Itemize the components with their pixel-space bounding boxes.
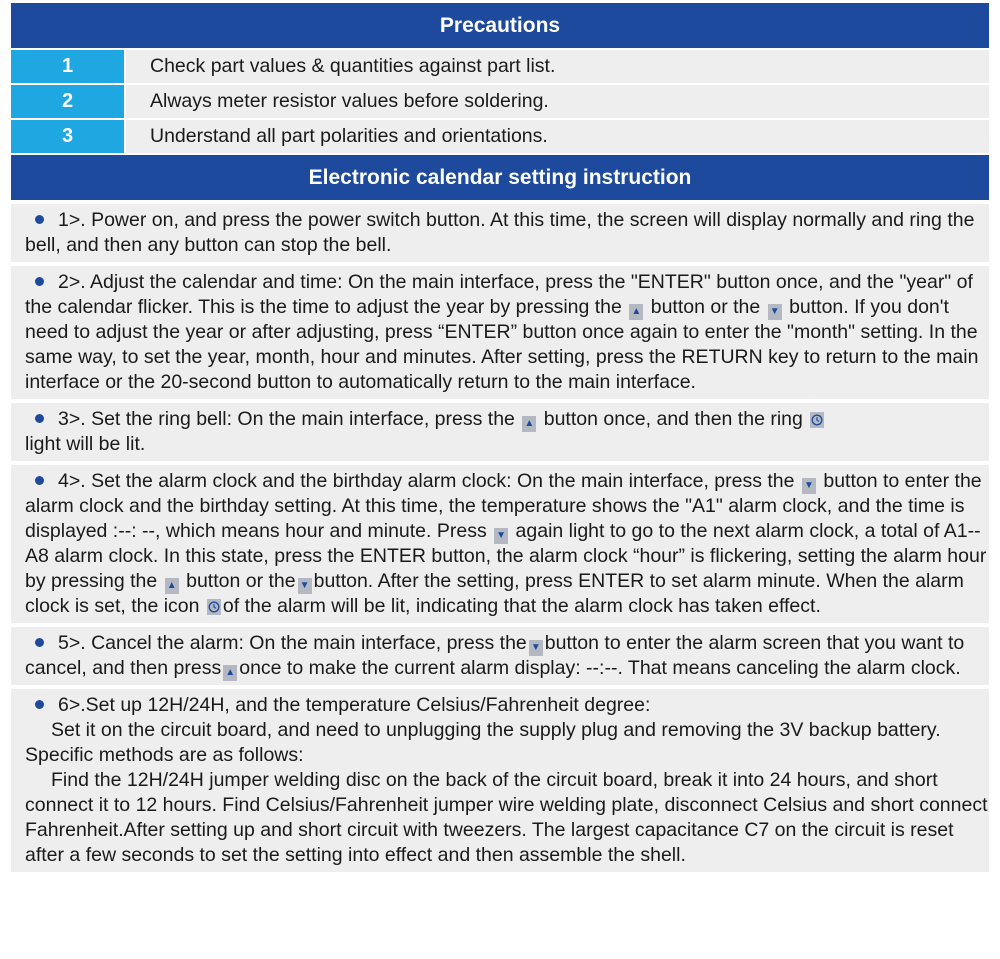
precaution-number: 1 xyxy=(11,50,124,83)
step-text: button to enter the alarm screen that you want to cancel, and then press xyxy=(25,632,965,679)
precaution-text: Always meter resistor values before soldering. xyxy=(126,85,989,118)
step-text: of the alarm will be lit, indicating that the alarm clock has taken effect. xyxy=(222,595,821,617)
step-text: Set it on the circuit board, and need to unplugging the supply plug and removing the 3V backup battery. Specific methods are as follows: xyxy=(25,719,941,766)
step-text: button once, and then the ring xyxy=(543,408,803,430)
step-text: 4>. Set the alarm clock and the birthday alarm clock: On the main interface, press the xyxy=(58,470,795,492)
instructions-header xyxy=(11,155,989,200)
down-triangle-icon: ▼ xyxy=(298,578,312,594)
step-text: 5>. Cancel the alarm: On the main interface, press the xyxy=(58,632,527,654)
document xyxy=(11,3,989,872)
precaution-text: Check part values & quantities against part list. xyxy=(126,50,989,83)
down-triangle-icon: ▼ xyxy=(802,478,816,494)
precaution-number: 2 xyxy=(11,85,124,118)
instruction-step-6 xyxy=(11,689,989,872)
bullet-icon xyxy=(35,476,44,485)
precaution-text: Understand all part polarities and orientations. xyxy=(126,120,989,153)
instruction-step-1 xyxy=(11,204,989,262)
up-triangle-icon: ▲ xyxy=(522,416,536,432)
up-triangle-icon: ▲ xyxy=(165,578,179,594)
bullet-icon xyxy=(35,700,44,709)
step-text: Find the 12H/24H jumper welding disc on the back of the circuit board, break it into 24 hours, and short connect it to 12 hours. Find Celsius/Fahrenheit jumper wire welding plate, disconnect Celsius and short connect Fahrenheit.After setting up and short circuit with tweezers. The largest capacitance C7 on the circuit is reset after a few seconds to set the setting into effect and then assemble the shell. xyxy=(25,769,988,866)
step-text: 1>. Power on, and press the power switch button. At this time, the screen will display normally and ring the bell, and then any button can stop the bell. xyxy=(25,209,975,256)
step-text: button to enter the alarm clock and the birthday setting. At this time, the temperature shows the "A1" alarm clock, and the time is displayed :--: --, which means hour and minute. Press xyxy=(25,470,982,542)
precaution-row xyxy=(11,85,989,118)
step-text: button. After the setting, press ENTER to set alarm minute. When the alarm clock is set, the icon xyxy=(25,570,964,617)
instruction-step-2 xyxy=(11,266,989,399)
bullet-icon xyxy=(35,414,44,423)
precaution-row xyxy=(11,50,989,83)
step-text: light will be lit. xyxy=(25,433,146,455)
up-triangle-icon: ▲ xyxy=(223,665,237,681)
precaution-row xyxy=(11,120,989,153)
step-text: once to make the current alarm display: --:--. That means canceling the alarm clock. xyxy=(239,657,961,679)
clock-icon xyxy=(810,412,824,428)
precautions-header xyxy=(11,3,989,48)
step-text: 3>. Set the ring bell: On the main interface, press the xyxy=(58,408,515,430)
step-text: button or the xyxy=(650,296,761,318)
step-text: button. If you don't need to adjust the year or after adjusting, press “ENTER” button once again to enter the "month" setting. In the same way, to set the year, month, hour and minutes. After setting, press the RETURN key to return to the main interface or the 20-second button to automatically return to the main interface. xyxy=(25,296,979,393)
clock-icon xyxy=(207,599,221,615)
step-text: 6>.Set up 12H/24H, and the temperature Celsius/Fahrenheit degree: xyxy=(58,694,651,716)
step-text: 2>. Adjust the calendar and time: On the main interface, press the "ENTER" button once, and the "year" of the calendar flicker. This is the time to adjust the year by pressing the xyxy=(25,271,973,318)
instruction-step-5 xyxy=(11,627,989,685)
down-triangle-icon: ▼ xyxy=(768,304,782,320)
up-triangle-icon: ▲ xyxy=(629,304,643,320)
step-text: again light to go to the next alarm clock, a total of A1-- A8 alarm clock. In this state, press the ENTER button, the alarm clock “hour” is flickering, setting the alarm hour by pressing the xyxy=(25,520,987,592)
down-triangle-icon: ▼ xyxy=(529,640,543,656)
bullet-icon xyxy=(35,215,44,224)
instructions-title: Electronic calendar setting instruction xyxy=(308,165,692,189)
bullet-icon xyxy=(35,277,44,286)
instruction-step-3 xyxy=(11,403,989,461)
precaution-number: 3 xyxy=(11,120,124,153)
bullet-icon xyxy=(35,638,44,647)
down-triangle-icon: ▼ xyxy=(494,528,508,544)
instruction-step-4 xyxy=(11,465,989,623)
step-text: button or the xyxy=(186,570,296,592)
precautions-title: Precautions xyxy=(439,13,561,37)
